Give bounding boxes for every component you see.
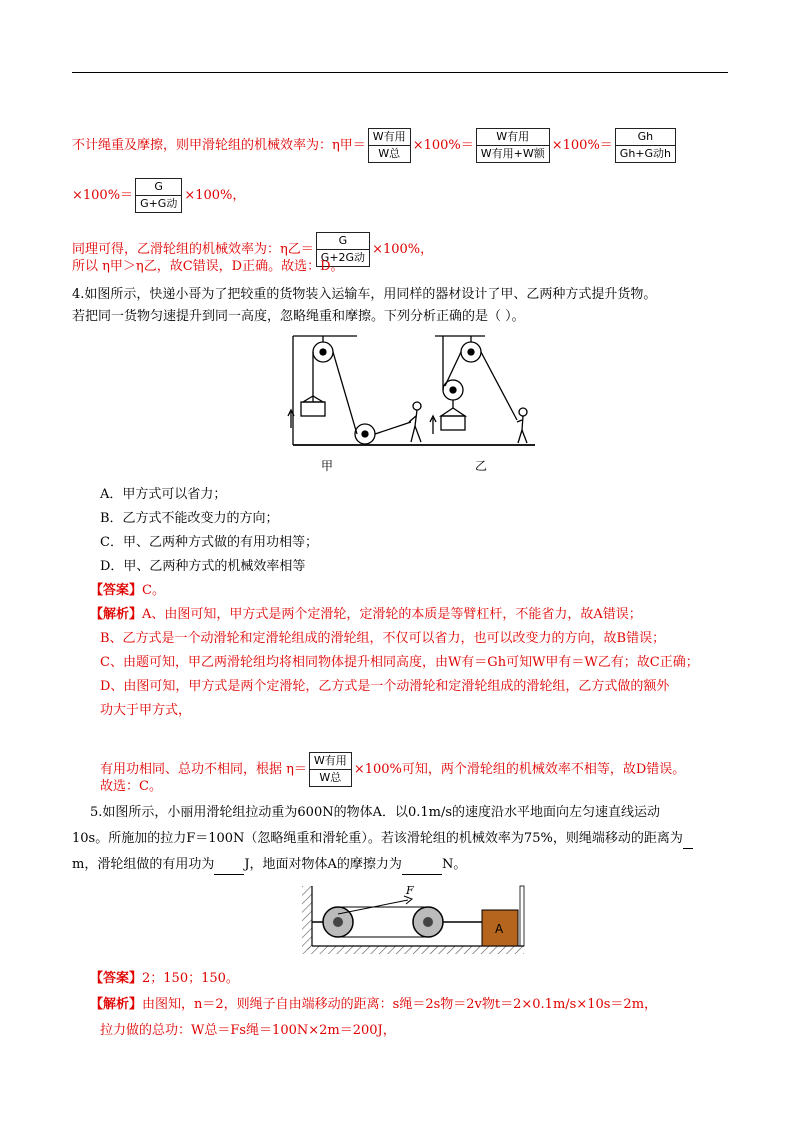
- q3-conclusion: 所以 η甲＞η乙，故C错误，D正确。故选：D。: [72, 259, 344, 274]
- q3-line2: ×100%＝ $\frac{G}{\text{G+G动}}$ ×100%，: [72, 178, 245, 213]
- q5-force-label: F: [406, 884, 414, 897]
- q4-option-a: A．甲方式可以省力；: [100, 487, 227, 502]
- q4-option-d: D．甲、乙两种方式的机械效率相等: [100, 559, 306, 574]
- q4-analysis-choice: 故选：C。: [100, 779, 162, 794]
- q4-analysis-d: D、由图可知，甲方式是两个定滑轮，乙方式是一个动滑轮和定滑轮组成的滑轮组，乙方式做的额外: [100, 679, 670, 694]
- q4-answer: 【答案】C。: [90, 583, 165, 598]
- fraction-useful-over-useful-plus-extra: $\frac{\text{W有用}}{\text{W有用+W额}}$: [476, 128, 550, 163]
- fraction-g-2g: $\frac{G}{\text{G+2G动}}$: [316, 232, 370, 267]
- q4-stem-line1: 4.如图所示，快递小哥为了把较重的货物装入运输车，用同样的器材设计了甲、乙两种方式提升货物。: [72, 287, 657, 302]
- q4-analysis-b: B、乙方式是一个动滑轮和定滑轮组成的滑轮组，不仅可以省力，也可以改变力的方向，故B错误；: [100, 631, 666, 646]
- q4-analysis-c: C、由题可知，甲乙两滑轮组均将相同物体提升相同高度，由W有＝Gh可知W甲有＝W乙有；故C正确；: [100, 655, 699, 670]
- q5-blank-friction[interactable]: [402, 856, 442, 875]
- fraction-useful-over-total: $\frac{\text{W有用}}{\text{W总}}$: [368, 128, 411, 163]
- q4-label-yi: 乙: [475, 459, 488, 473]
- q5-block-label: A: [495, 922, 504, 936]
- q5-stem-line3: m，滑轮组做的有用功为 J，地面对物体A的摩擦力为 N。: [72, 856, 466, 875]
- q5-pulley-figure: [300, 880, 530, 960]
- q3-line1: 不计绳重及摩擦，则甲滑轮组的机械效率为：η甲＝ $\frac{\text{W有用}}{\text{W总}}$ ×100%＝ $\frac{\text{W有用}}{\text{W有用+W额}}$ ×100%＝ $\frac{Gh}{\text{Gh+G动h}}$: [72, 128, 678, 163]
- q3-line3: 同理可得，乙滑轮组的机械效率为：η乙＝ $\frac{G}{\text{G+2G动}}$ ×100%，: [72, 232, 433, 267]
- q4-analysis-efficiency: 有用功相同、总功不相同，根据 η＝ $\frac{\text{W有用}}{\text{W总}}$ ×100%可知，两个滑轮组的机械效率不相等，故D错误。: [100, 752, 685, 787]
- q5-stem-line1: 5.如图所示，小丽用滑轮组拉动重为600N的物体A．以0.1m/s的速度沿水平地面向左匀速直线运动: [90, 805, 661, 820]
- q5-analysis-2: 拉力做的总功：W总＝Fs绳＝100N×2m＝200J，: [100, 1023, 396, 1038]
- q4-pulley-figure: [285, 330, 545, 482]
- q4-stem-line2: 若把同一货物匀速提升到同一高度，忽略绳重和摩擦。下列分析正确的是（ ）。: [72, 309, 525, 324]
- q5-blank-work[interactable]: [214, 856, 244, 875]
- q4-analysis-d-cont: 功大于甲方式，: [100, 703, 192, 718]
- fraction-g: $\frac{G}{\text{G+G动}}$: [135, 178, 182, 213]
- fraction-gh: $\frac{Gh}{\text{Gh+G动h}}$: [615, 128, 676, 163]
- q4-option-c: C．甲、乙两种方式做的有用功相等；: [100, 535, 318, 550]
- header-rule: [72, 72, 728, 73]
- q4-analysis-a: 【解析】A、由图可知，甲方式是两个定滑轮，定滑轮的本质是等臂杠杆，不能省力，故A错误；: [90, 607, 642, 622]
- q5-stem-line2: 10s。所施加的拉力F＝100N（忽略绳重和滑轮重）。若该滑轮组的机械效率为75%，则绳端移动的距离为: [72, 830, 693, 849]
- q5-analysis-1: 【解析】由图知，n＝2，则绳子自由端移动的距离：s绳＝2s物＝2v物t＝2×0.1m/s×10s＝2m，: [90, 997, 658, 1012]
- q5-blank-distance[interactable]: [683, 830, 693, 849]
- fraction-useful-over-total-2: $\frac{\text{W有用}}{\text{W总}}$: [309, 752, 352, 787]
- q5-answer: 【答案】2；150；150。: [90, 971, 239, 986]
- q4-label-jia: 甲: [321, 459, 334, 473]
- q4-option-b: B．乙方式不能改变力的方向；: [100, 511, 279, 526]
